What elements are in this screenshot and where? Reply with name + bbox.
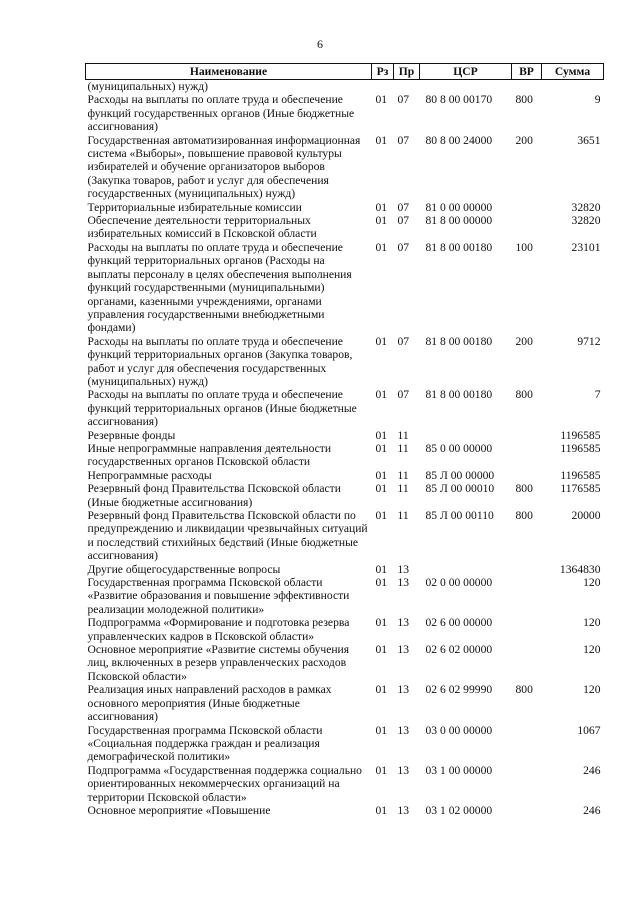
cell-pr: 11 — [397, 468, 409, 482]
cell-rz: 01 — [375, 763, 388, 777]
table-row — [86, 804, 604, 817]
cell-pr: 07 — [397, 240, 410, 254]
cell-pr: 07 — [397, 133, 410, 147]
cell-pr: 11 — [397, 482, 409, 496]
header-sum: Сумма — [542, 64, 604, 80]
cell-rz: 01 — [375, 576, 388, 590]
cell-rz: 01 — [375, 93, 388, 107]
cell-sum: 20000 — [571, 509, 601, 522]
cell-name: Другие общегосударственные вопросы — [87, 562, 281, 576]
cell-csr: 03 0 00 00000 — [425, 723, 493, 737]
table-row — [86, 442, 604, 469]
cell-rz: 01 — [375, 468, 388, 482]
cell-pr: 13 — [397, 643, 410, 657]
header-rz: Рз — [372, 64, 394, 80]
cell-name: Расходы на выплаты по оплате труда и обеспечение функций государственных органов (Иные бюджетные ассигнования) — [87, 93, 355, 134]
cell-pr: 13 — [397, 576, 410, 590]
cell-name: Государственная автоматизированная информационная система «Выборы», повышение правовой культуры избирателей и обучение организаторов выборов (Закупка товаров, работ и услуг для обеспечения государственных (муниципальных) нужд) — [87, 133, 361, 201]
cell-pr: 13 — [397, 616, 410, 630]
cell-sum: 32820 — [571, 200, 601, 214]
cell-rz: 01 — [375, 683, 388, 697]
cell-vr — [512, 80, 542, 94]
cell-csr: 80 8 00 24000 — [425, 133, 493, 147]
cell-vr — [512, 616, 542, 643]
cell-csr: 85 Л 00 00110 — [425, 509, 494, 522]
cell-pr: 07 — [397, 388, 410, 402]
cell-sum: 9712 — [577, 334, 601, 348]
cell-sum: 9 — [594, 93, 601, 107]
cell-pr: 07 — [397, 200, 410, 214]
cell-rz: 01 — [375, 441, 388, 455]
cell-vr: 200 — [515, 133, 533, 147]
cell-csr — [420, 563, 512, 576]
table-row — [86, 563, 604, 576]
cell-csr: 85 Л 00 00000 — [425, 468, 495, 482]
cell-name: Основное мероприятие «Развитие системы обучения лиц, включенных в резерв управленческих расходов Псковской области» — [87, 643, 350, 683]
cell-vr: 800 — [515, 509, 533, 522]
cell-sum: 246 — [583, 803, 601, 817]
cell-name: Государственная программа Псковской области «Развитие образования и повышение эффективности реализации молодежной политики» — [87, 576, 350, 616]
cell-sum: 1067 — [577, 723, 601, 737]
table-row — [86, 764, 604, 804]
cell-rz: 01 — [375, 133, 388, 147]
header-name: Наименование — [86, 64, 372, 80]
cell-pr: 07 — [397, 93, 410, 107]
header-csr: ЦСР — [420, 64, 512, 80]
cell-vr: 800 — [515, 683, 533, 697]
cell-vr — [512, 643, 542, 683]
cell-csr: 02 6 00 00000 — [425, 616, 493, 630]
cell-rz: 01 — [375, 803, 388, 817]
table-row — [86, 134, 604, 201]
cell-rz: 01 — [375, 643, 388, 657]
table-row — [86, 469, 604, 482]
cell-rz: 01 — [375, 334, 388, 348]
cell-rz: 01 — [375, 509, 388, 522]
header-pr: Пр — [394, 64, 420, 80]
table-row — [86, 482, 604, 509]
cell-sum: 1196585 — [560, 468, 601, 482]
cell-pr: 13 — [397, 723, 410, 737]
cell-pr: 07 — [397, 214, 410, 228]
cell-sum: 3651 — [577, 133, 601, 147]
cell-pr — [394, 80, 420, 94]
cell-csr: 81 0 00 00000 — [425, 200, 493, 214]
cell-sum: 1176585 — [560, 482, 601, 496]
cell-pr: 11 — [397, 441, 409, 455]
cell-csr: 02 6 02 99990 — [425, 683, 493, 697]
table-row — [86, 429, 604, 442]
cell-vr — [512, 429, 542, 442]
cell-pr: 13 — [397, 683, 410, 697]
cell-name: Подпрограмма «Формирование и подготовка резерва управленческих кадров в Псковской области» — [87, 616, 350, 643]
cell-pr: 13 — [397, 763, 410, 777]
table-row — [86, 509, 604, 563]
header-vr: ВР — [512, 64, 542, 80]
table-row — [86, 214, 604, 241]
table-row — [86, 388, 604, 428]
table-body — [86, 80, 604, 818]
cell-vr: 100 — [515, 240, 533, 254]
cell-rz: 01 — [375, 388, 388, 402]
cell-name: Основное мероприятие «Повышение — [87, 803, 271, 817]
cell-rz: 01 — [375, 723, 388, 737]
cell-name: Территориальные избирательные комиссии — [87, 200, 302, 214]
cell-name: Обеспечение деятельности территориальных избирательных комиссий в Псковской области — [87, 214, 317, 241]
page-number: 6 — [317, 37, 323, 51]
cell-name: Реализация иных направлений расходов в рамках основного мероприятия (Иные бюджетные ассигнования) — [87, 683, 332, 724]
cell-sum: 32820 — [571, 214, 601, 228]
table-row — [86, 93, 604, 133]
cell-rz: 01 — [375, 214, 388, 228]
cell-vr: 800 — [515, 388, 533, 402]
cell-vr — [512, 201, 542, 214]
cell-csr: 81 8 00 00180 — [425, 240, 493, 254]
cell-vr — [512, 576, 542, 616]
cell-csr: 85 0 00 00000 — [425, 441, 493, 455]
table-row — [86, 201, 604, 214]
cell-name: Резервные фонды — [87, 428, 176, 442]
cell-name: (муниципальных) нужд) — [87, 80, 209, 93]
cell-sum: 23101 — [571, 240, 601, 254]
cell-rz: 01 — [375, 482, 388, 496]
table-row — [86, 576, 604, 616]
cell-rz — [372, 80, 394, 94]
cell-rz: 01 — [375, 200, 388, 214]
table-row — [86, 724, 604, 764]
cell-name: Расходы на выплаты по оплате труда и обеспечение функций территориальных органов (Расходы на выплаты персоналу в целях обеспечения выполнения функций государственными (муниципальными) органами, казенными учреждениями, органами управления государственными внебюджетными фондами) — [87, 240, 352, 335]
cell-sum: 7 — [594, 388, 601, 402]
cell-rz: 01 — [375, 428, 388, 442]
cell-sum — [542, 80, 604, 94]
table-row — [86, 80, 604, 94]
cell-name: Расходы на выплаты по оплате труда и обеспечение функций территориальных органов (Закупка товаров, работ и услуг для обеспечения государственных (муниципальных) нужд) — [87, 334, 353, 388]
cell-name: Резервный фонд Правительства Псковской области по предупреждению и ликвидации чрезвычайных ситуаций и последствий стихийных бедствий (Иные бюджетные ассигнования) — [87, 509, 368, 563]
cell-vr: 800 — [515, 482, 533, 496]
cell-csr: 85 Л 00 00010 — [425, 482, 495, 496]
cell-pr: 11 — [397, 509, 409, 522]
cell-vr — [512, 724, 542, 764]
cell-name: Расходы на выплаты по оплате труда и обеспечение функций территориальных органов (Иные бюджетные ассигнования) — [87, 388, 357, 429]
cell-rz: 01 — [375, 616, 388, 630]
cell-name: Государственная программа Псковской области «Социальная поддержка граждан и реализация демографической политики» — [87, 723, 323, 764]
cell-vr — [512, 214, 542, 241]
cell-name: Иные непрограммные направления деятельности государственных органов Псковской области — [87, 441, 332, 469]
cell-name: Непрограммные расходы — [87, 468, 212, 482]
cell-pr: 11 — [397, 428, 409, 442]
cell-sum: 1196585 — [560, 428, 601, 442]
cell-csr: 81 8 00 00000 — [425, 214, 493, 228]
cell-vr — [512, 804, 542, 817]
cell-csr — [420, 80, 512, 94]
cell-csr: 80 8 00 00170 — [425, 93, 493, 107]
table-row — [86, 643, 604, 683]
cell-vr — [512, 764, 542, 804]
cell-sum: 120 — [583, 616, 601, 630]
table-row — [86, 335, 604, 389]
cell-sum: 120 — [583, 576, 601, 590]
cell-csr: 81 8 00 00180 — [425, 388, 493, 402]
cell-sum: 120 — [583, 683, 601, 697]
cell-csr — [420, 429, 512, 442]
cell-pr: 13 — [397, 803, 410, 817]
cell-csr: 03 1 00 00000 — [425, 763, 493, 777]
cell-csr: 81 8 00 00180 — [425, 334, 493, 348]
cell-sum: 1196585 — [560, 441, 601, 455]
table-row — [86, 241, 604, 335]
table-header-row — [86, 64, 604, 80]
cell-name: Резервный фонд Правительства Псковской области (Иные бюджетные ассигнования) — [87, 482, 341, 509]
cell-csr: 02 6 02 00000 — [425, 643, 493, 657]
cell-pr: 13 — [397, 562, 410, 576]
cell-csr: 02 0 00 00000 — [425, 576, 493, 590]
cell-vr — [512, 469, 542, 482]
cell-rz: 01 — [375, 240, 388, 254]
cell-pr: 07 — [397, 334, 410, 348]
cell-vr: 200 — [515, 334, 533, 348]
cell-sum: 120 — [583, 643, 601, 657]
table-row — [86, 683, 604, 723]
cell-sum: 246 — [583, 763, 601, 777]
cell-name: Подпрограмма «Государственная поддержка социально ориентированных некоммерческих организаций на территории Псковской области» — [87, 763, 362, 804]
cell-vr: 800 — [515, 93, 533, 107]
cell-sum: 1364830 — [559, 562, 601, 576]
budget-table — [85, 63, 604, 817]
cell-vr — [512, 442, 542, 469]
cell-csr: 03 1 02 00000 — [425, 803, 493, 817]
cell-rz: 01 — [375, 562, 388, 576]
cell-vr — [512, 563, 542, 576]
table-row — [86, 616, 604, 643]
